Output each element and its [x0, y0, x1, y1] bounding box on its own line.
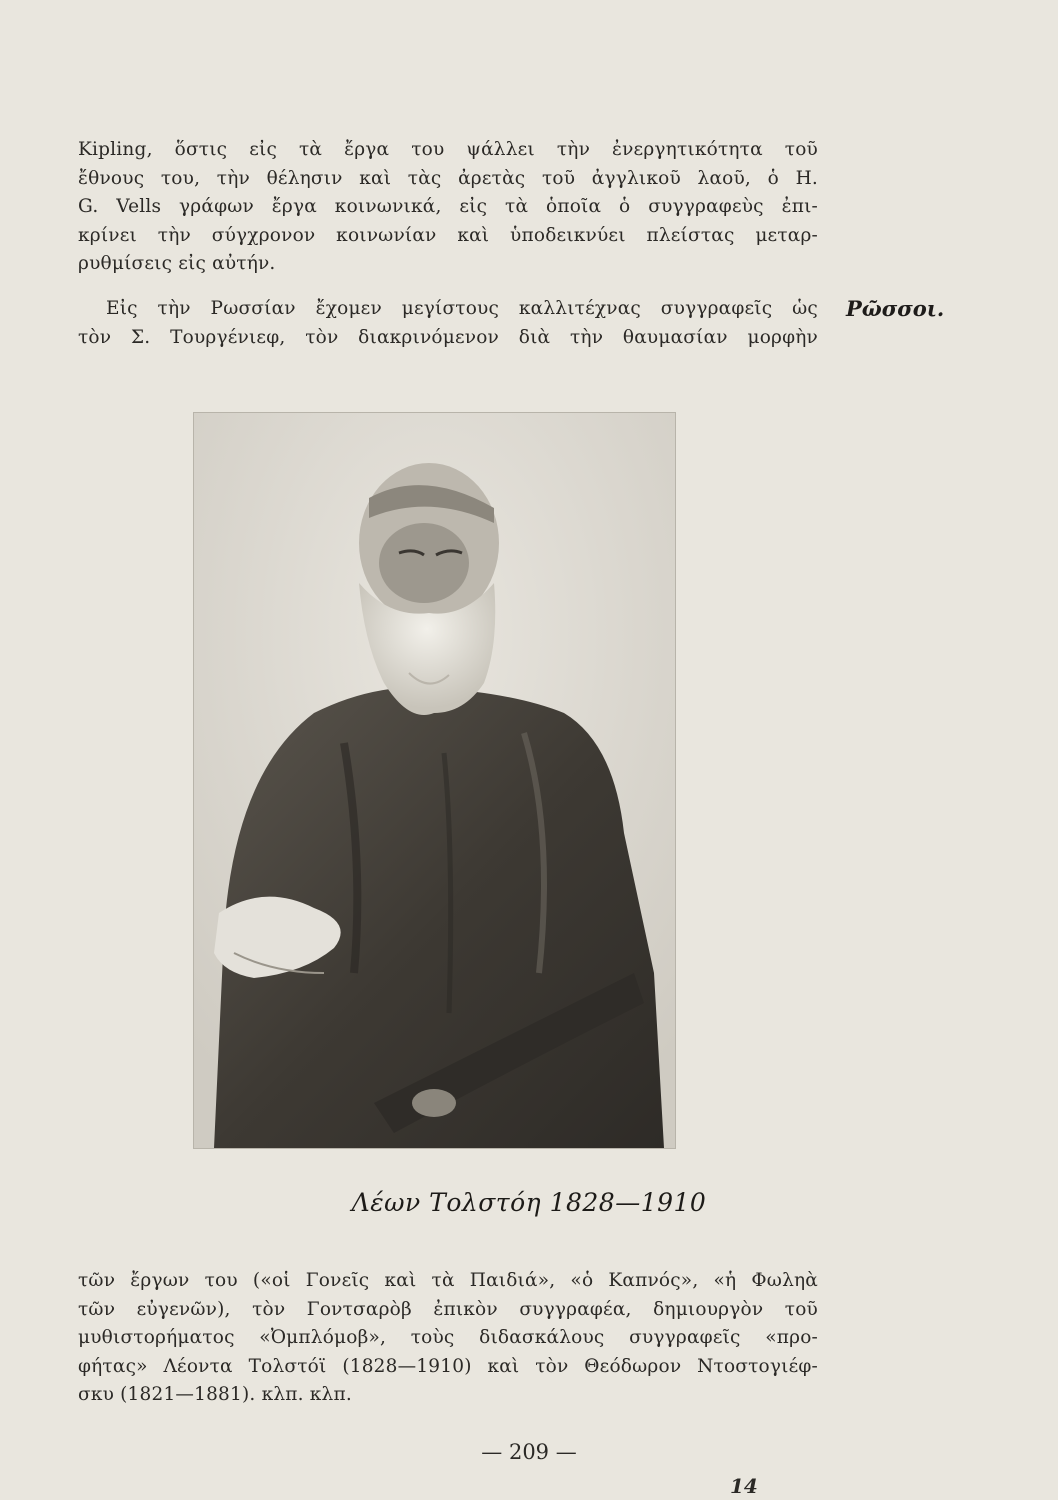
paragraph-russian-writers [78, 295, 818, 352]
text-line: μυθιστορήματος «Ὀμπλόμοβ», τοὺς διδασκάλους συγγραφεῖς «προ- [78, 1327, 818, 1349]
portrait-photograph [193, 412, 676, 1149]
text-line: σκυ (1821—1881). κλπ. κλπ. [78, 1384, 352, 1406]
margin-note: Ρῶσσοι. [846, 296, 945, 321]
signature-mark: 14 [730, 1474, 758, 1498]
paragraph-english-writers [78, 136, 818, 279]
text-line: Εἰς τὴν Ρωσσίαν ἔχομεν μεγίστους καλλιτέχνας συγγραφεῖς ὡς [106, 298, 818, 319]
text-line: τῶν εὐγενῶν), τὸν Γοντσαρὸβ ἐπικὸν συγγραφέα, δημιουργὸν τοῦ [78, 1298, 818, 1320]
text-line: φήτας» Λέοντα Τολστόϊ (1828—1910) καὶ τὸν Θεόδωρον Ντοστογιέφ- [78, 1355, 818, 1377]
portrait-image [194, 413, 675, 1148]
page-number: — 209 — [481, 1440, 577, 1464]
photo-caption: Λέων Τολστόη 1828—1910 [351, 1188, 707, 1217]
text-line: ρυθμίσεις εἰς αὐτήν. [78, 253, 276, 275]
text-line: κρίνει τὴν σύγχρονον κοινωνίαν καὶ ὑποδεικνύει πλείστας μεταρ- [78, 224, 818, 246]
text-line: Kipling, ὅστις εἰς τὰ ἔργα του ψάλλει τὴν ἐνεργητικότητα τοῦ [78, 139, 818, 160]
text-line: ἔθνους του, τὴν θέλησιν καὶ τὰς ἀρετὰς τοῦ ἀγγλικοῦ λαοῦ, ὁ H. [78, 167, 818, 189]
paragraph-works-list [78, 1267, 818, 1410]
text-line: τὸν Σ. Τουργένιεφ, τὸν διακρινόμενον διὰ τὴν θαυμασίαν μορφὴν [78, 326, 818, 348]
text-line: τῶν ἔργων του («οἱ Γονεῖς καὶ τὰ Παιδιά», «ὁ Καπνός», «ἡ Φωληὰ [78, 1270, 818, 1291]
text-line: G. Vells γράφων ἔργα κοινωνικά, εἰς τὰ ὁποῖα ὁ συγγραφεὺς ἐπι- [78, 196, 818, 218]
